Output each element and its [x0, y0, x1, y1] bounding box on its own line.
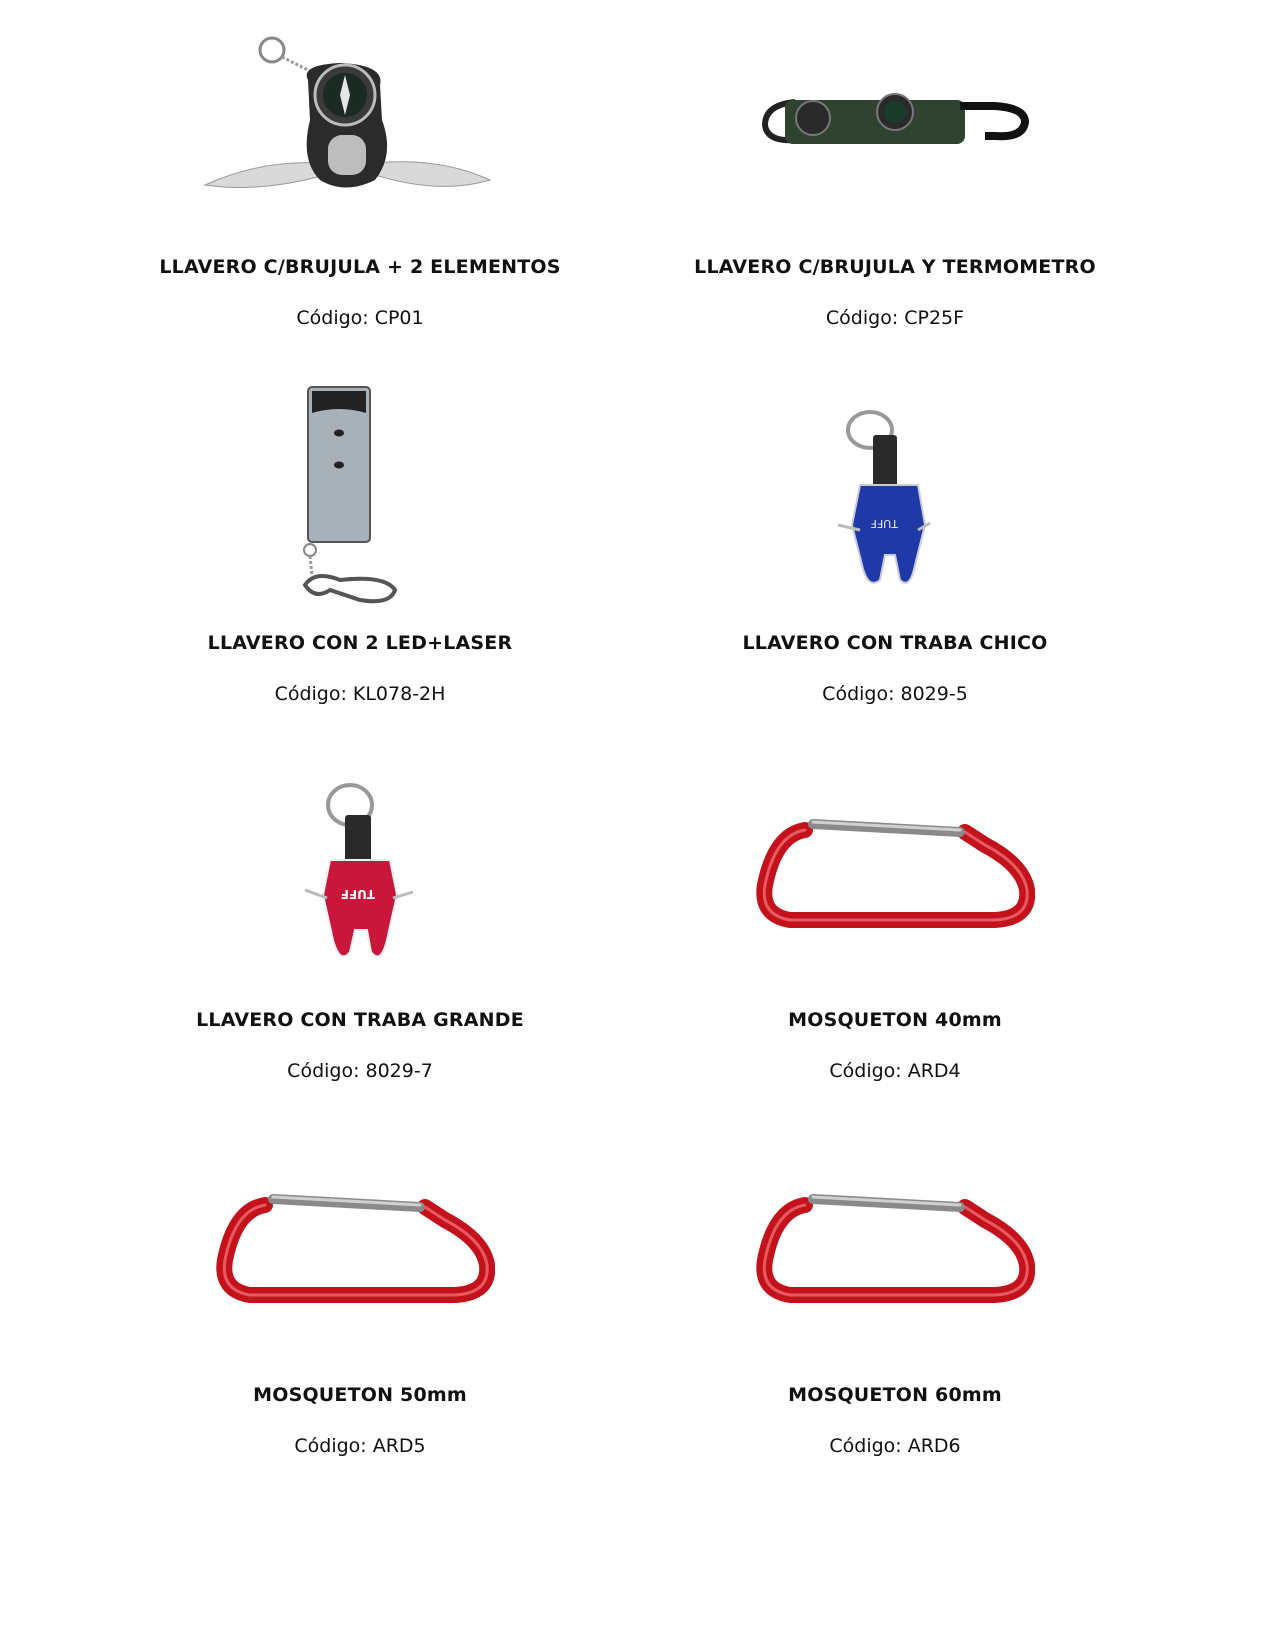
- product-code: [80, 307, 640, 329]
- product-name: LLAVERO CON 2 LED+LASER: [207, 632, 513, 654]
- code-label: Código:: [287, 1060, 360, 1082]
- product-code: [615, 1435, 1175, 1457]
- product-code: [615, 1060, 1175, 1082]
- code-value: CP01: [374, 307, 424, 329]
- code-label: Código:: [296, 307, 369, 329]
- product-code: [80, 1060, 640, 1082]
- product-name: LLAVERO C/BRUJULA Y TERMOMETRO: [694, 256, 1096, 278]
- product-code: [615, 683, 1175, 705]
- product-name: MOSQUETON 50mm: [253, 1384, 467, 1406]
- product-code: [80, 683, 640, 705]
- product-code: [615, 307, 1175, 329]
- carabiner-image: [215, 1185, 495, 1315]
- product-name: LLAVERO CON TRABA CHICO: [742, 632, 1048, 654]
- svg-text:TUFF: TUFF: [870, 517, 898, 530]
- compass-keychain-image: [200, 35, 500, 205]
- carabiner-image: [755, 1185, 1035, 1315]
- red-lock-keychain-image: [295, 780, 425, 980]
- code-value: ARD5: [372, 1435, 426, 1457]
- compass-thermometer-image: [755, 80, 1035, 170]
- product-name: LLAVERO C/BRUJULA + 2 ELEMENTOS: [159, 256, 561, 278]
- svg-text:TUFF: TUFF: [340, 887, 375, 901]
- blue-lock-keychain-image: [830, 405, 950, 605]
- code-label: Código:: [294, 1435, 367, 1457]
- code-value: 8029-5: [900, 683, 968, 705]
- code-label: Código:: [829, 1060, 902, 1082]
- code-label: Código:: [829, 1435, 902, 1457]
- product-code: [80, 1435, 640, 1457]
- carabiner-image: [755, 810, 1035, 940]
- code-label: Código:: [822, 683, 895, 705]
- code-value: KL078-2H: [352, 683, 446, 705]
- code-value: ARD6: [907, 1435, 961, 1457]
- led-laser-keychain-image: [290, 385, 415, 610]
- code-value: 8029-7: [365, 1060, 433, 1082]
- code-value: CP25F: [904, 307, 965, 329]
- code-label: Código:: [825, 307, 899, 329]
- code-label: Código:: [274, 683, 347, 705]
- product-name: MOSQUETON 60mm: [788, 1384, 1002, 1406]
- code-value: ARD4: [907, 1060, 961, 1082]
- product-name: LLAVERO CON TRABA GRANDE: [196, 1009, 524, 1031]
- product-name: MOSQUETON 40mm: [788, 1009, 1002, 1031]
